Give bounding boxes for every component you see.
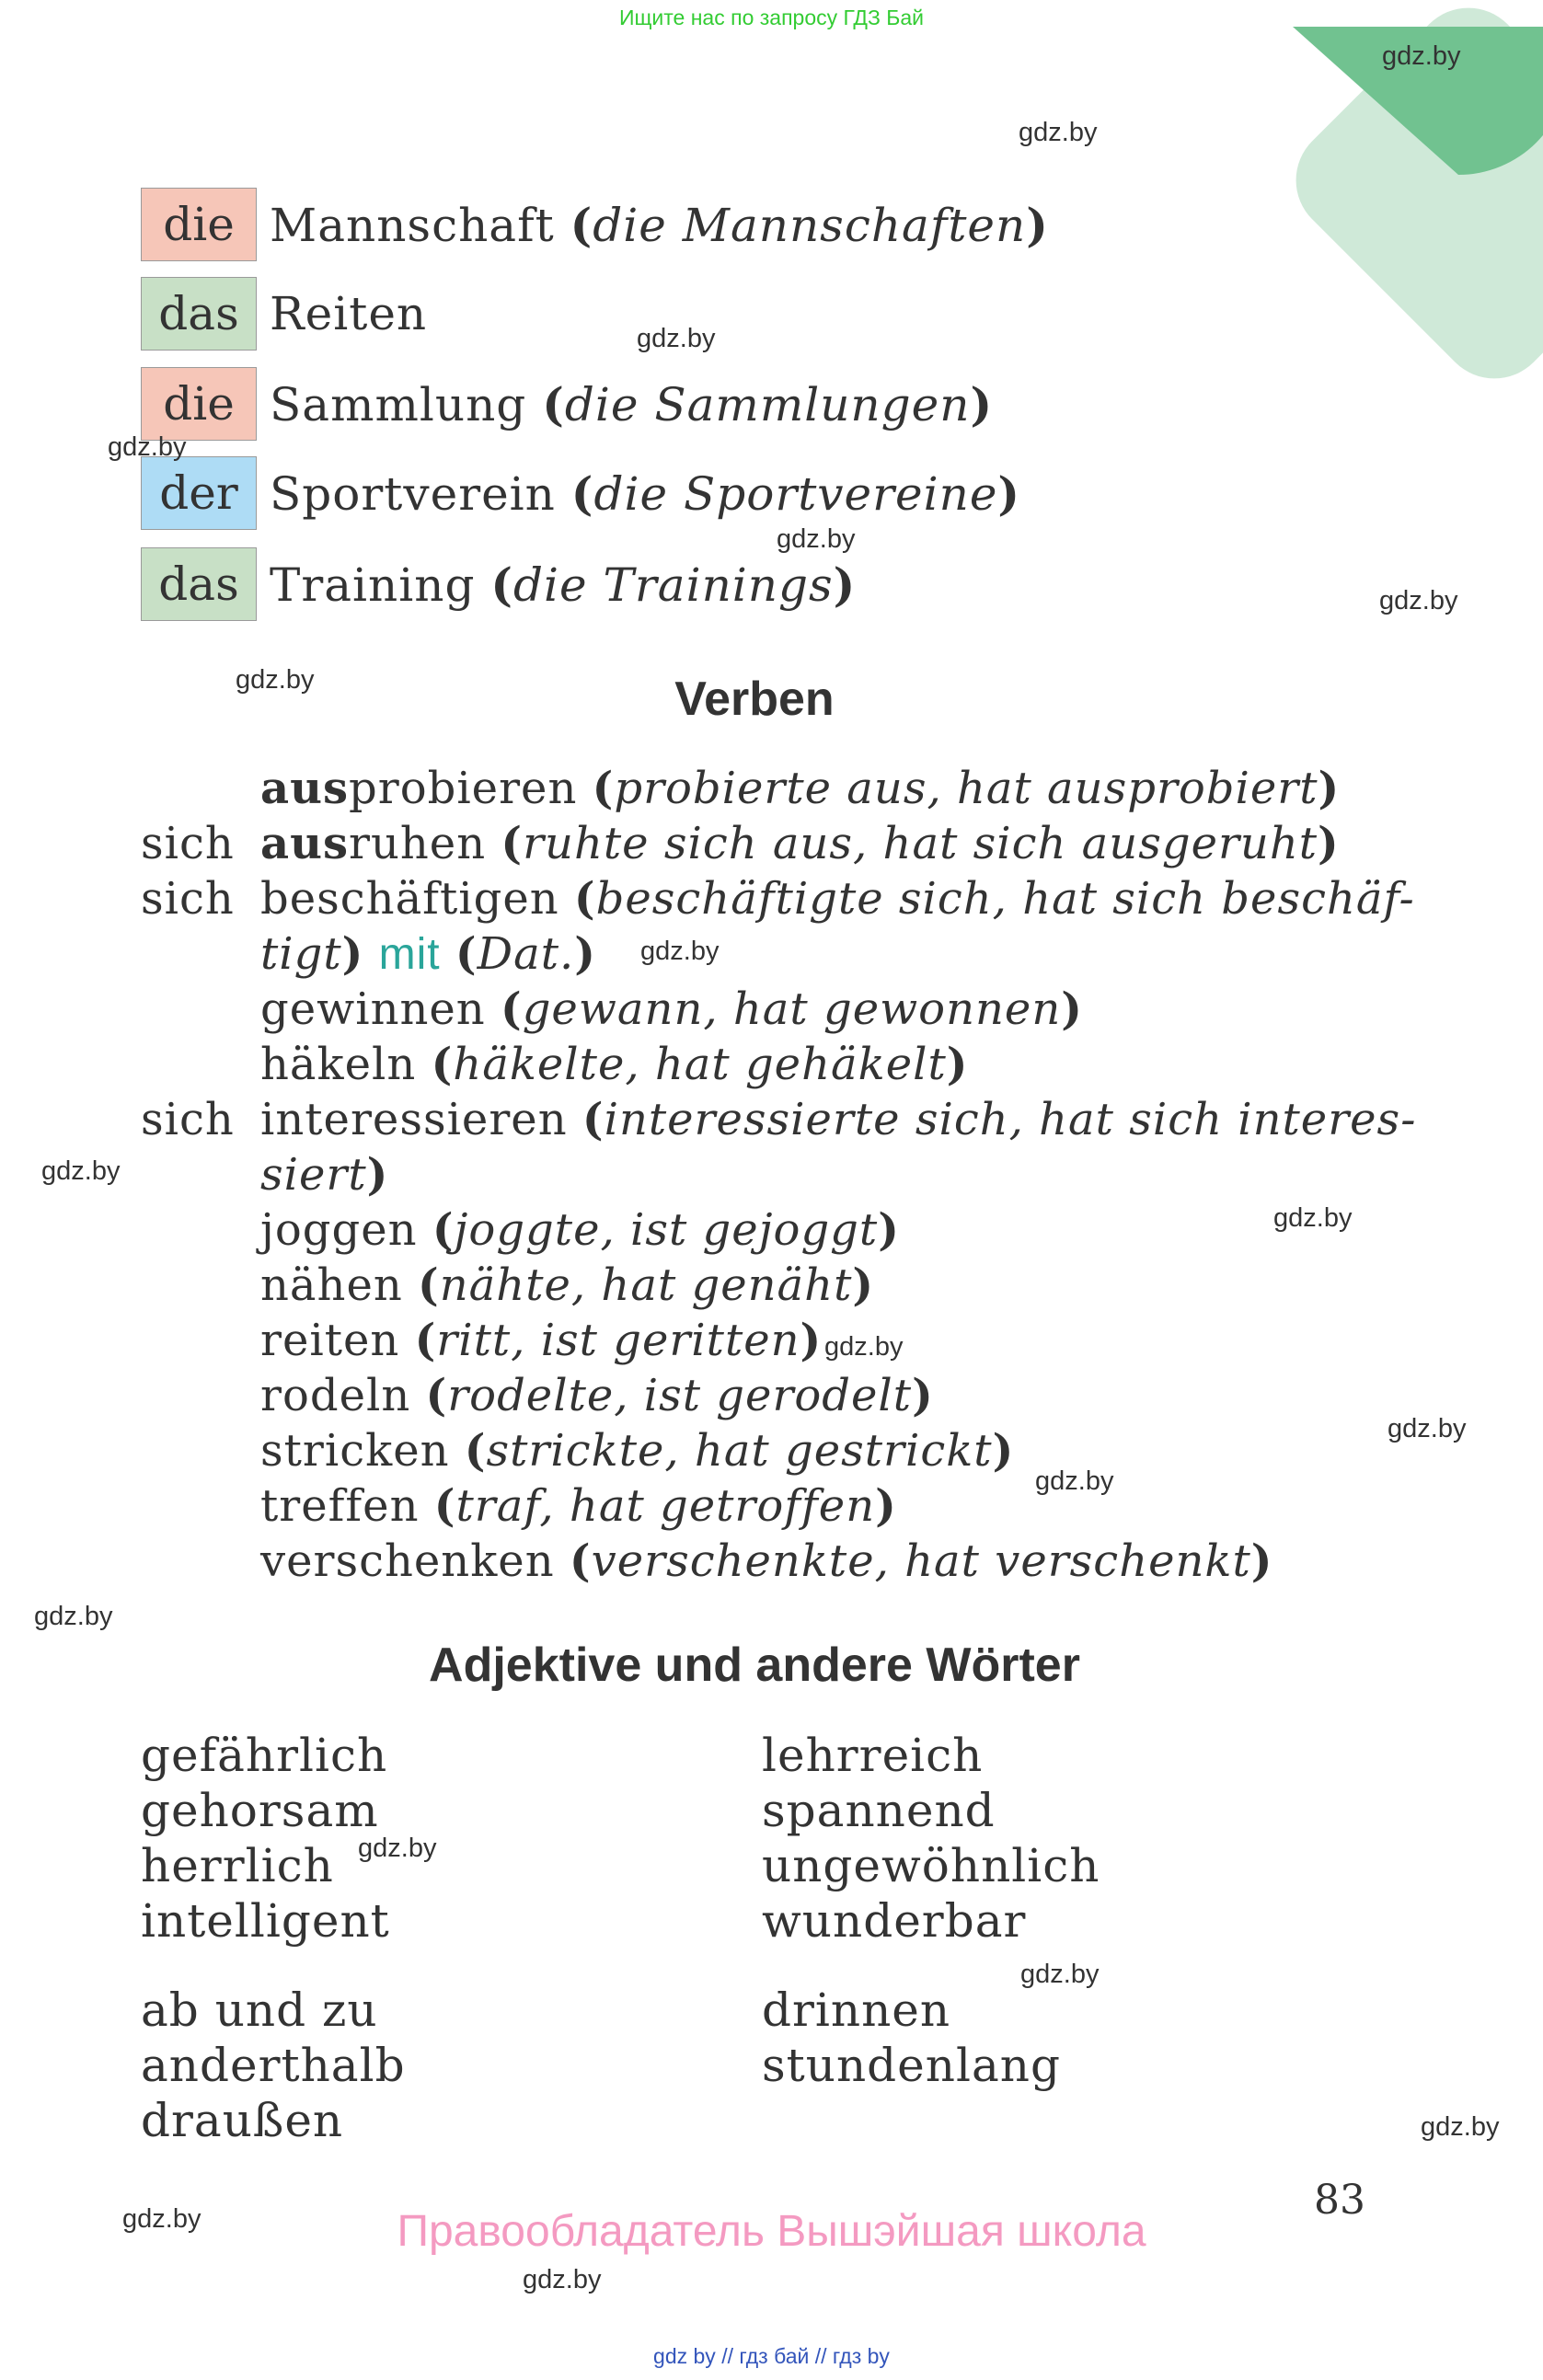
verb-entry (260, 1313, 822, 1368)
bottom-links[interactable]: gdz by // гдз бай // гдз by (653, 2344, 890, 2368)
noun-punctuation: ( (542, 376, 565, 431)
article-box: der (141, 456, 257, 530)
top-banner: Ищите нас по запросу ГДЗ Бай (618, 6, 925, 29)
verb-text-part: ( (432, 1204, 455, 1256)
verb-text-part: ( (573, 873, 596, 925)
noun-row (141, 368, 993, 440)
watermark: gdz.by (108, 432, 187, 462)
noun-word: Sammlung (270, 377, 527, 431)
verb-text-part: ) (912, 1370, 934, 1421)
verb-text-part: gewann, hat gewonnen (522, 983, 1062, 1035)
verb-reflexive: sich (141, 873, 235, 925)
verb-text-part: häkelte, hat gehäkelt (453, 1039, 947, 1090)
word-item: gehorsam (141, 1784, 379, 1837)
verb-entry (260, 1092, 1416, 1147)
noun-plural: die Trainings (513, 558, 834, 612)
verb-text-part: ) (341, 928, 364, 980)
word-item: herrlich (141, 1839, 334, 1892)
verb-text-part: beschäftigte sich, hat sich beschäf- (595, 873, 1415, 925)
noun-entry (270, 377, 993, 431)
verb-text-part: ( (464, 1425, 487, 1477)
verb-text-part: ) (852, 1259, 875, 1311)
verb-text-part: ) (574, 928, 596, 980)
watermark: gdz.by (122, 2204, 202, 2234)
verb-text-part: ( (592, 763, 615, 814)
noun-entry (270, 466, 1020, 521)
verb-text-part: probierte aus, hat ausprobiert (614, 763, 1318, 814)
noun-plural: die Mannschaften (593, 198, 1027, 252)
verb-text-part: tigt (260, 928, 342, 980)
verb-text-part: ( (433, 1480, 456, 1532)
noun-punctuation: ( (490, 557, 514, 612)
verb-text-part: aus (260, 763, 350, 814)
verb-text-part: ritt, ist geritten (436, 1315, 800, 1366)
article-box: die (141, 188, 257, 261)
article-box: die (141, 367, 257, 441)
word-item: wunderbar (762, 1894, 1027, 1948)
verb-entry (260, 1478, 897, 1534)
watermark: gdz.by (34, 1602, 113, 1631)
watermark: gdz.by (1273, 1203, 1353, 1233)
verb-text-part: rodeln (260, 1370, 411, 1421)
verb-text-part: ) (875, 1480, 897, 1532)
verb-reflexive: sich (141, 1094, 235, 1145)
verb-text-part: ) (1250, 1535, 1273, 1587)
noun-word: Training (270, 558, 476, 612)
verb-text-part: interessierte sich, hat sich interes- (604, 1094, 1417, 1145)
verb-text-part: verschenken (260, 1535, 555, 1587)
adjectives-heading: Adjektive und andere Wörter (429, 1638, 1080, 1692)
watermark: gdz.by (777, 524, 856, 554)
noun-entry (270, 287, 427, 340)
others-right-column (762, 1983, 1061, 2093)
verb-text-part: nähen (260, 1259, 403, 1311)
verb-entry-continuation (260, 926, 596, 982)
watermark: gdz.by (1020, 1960, 1100, 1989)
verb-entry (260, 1258, 874, 1313)
verb-entry (260, 1037, 968, 1092)
watermark: gdz.by (358, 1834, 437, 1863)
noun-entry (270, 198, 1049, 252)
verb-text-part: ) (366, 1149, 389, 1201)
verbs-heading: Verben (674, 673, 835, 726)
preposition: mit (378, 930, 441, 979)
verb-text-part: reiten (260, 1315, 400, 1366)
word-item: spannend (762, 1784, 996, 1837)
noun-word: Mannschaft (270, 198, 555, 252)
noun-row (141, 278, 427, 350)
noun-word: Reiten (270, 287, 428, 340)
verb-entry (260, 1202, 900, 1258)
verb-text-part: ( (455, 928, 478, 980)
verb-text-part: ( (425, 1370, 448, 1421)
verb-text-part: joggen (260, 1204, 418, 1256)
verb-entry-continuation (260, 1147, 388, 1202)
noun-punctuation: ) (1026, 197, 1049, 252)
verb-text-part: Dat. (477, 928, 575, 980)
noun-punctuation: ) (970, 376, 994, 431)
verb-text-part: probieren (349, 763, 578, 814)
verb-text-part: ( (414, 1315, 437, 1366)
verb-text-part: ( (500, 983, 523, 1035)
noun-plural: die Sammlungen (564, 377, 971, 431)
word-item: ab und zu (141, 1983, 378, 2037)
verb-text-part: ( (501, 818, 524, 869)
noun-word: Sportverein (270, 466, 556, 521)
verb-text-part: ( (582, 1094, 605, 1145)
verb-text-part: beschäftigen (260, 873, 559, 925)
verb-text-part: interessieren (260, 1094, 568, 1145)
verb-text-part: verschenkte, hat verschenkt (591, 1535, 1251, 1587)
watermark: gdz.by (1035, 1466, 1114, 1496)
verb-reflexive: sich (141, 818, 235, 869)
verb-text-part: ) (946, 1039, 969, 1090)
noun-row (141, 548, 856, 620)
verb-text-part: aus (260, 818, 350, 869)
verb-text-part: ) (1061, 983, 1083, 1035)
rights-holder-note: Правообладатель Вышэйшая школа (397, 2207, 1146, 2256)
adjectives-right-column (762, 1728, 1100, 1949)
watermark: gdz.by (1019, 118, 1098, 147)
verb-text-part: ) (878, 1204, 900, 1256)
adjectives-left-column (141, 1728, 390, 1949)
verb-entry (260, 1368, 934, 1423)
verb-text-part: häkeln (260, 1039, 417, 1090)
noun-row (141, 457, 1020, 529)
verb-text-part: stricken (260, 1425, 450, 1477)
verb-text-part: ( (569, 1535, 592, 1587)
verb-text-part: ( (431, 1039, 454, 1090)
verb-text-part: ) (1318, 763, 1341, 814)
noun-punctuation: ) (833, 557, 857, 612)
noun-entry (270, 558, 856, 612)
verb-entry (260, 761, 1340, 816)
verb-entry (260, 871, 1415, 926)
word-item: draußen (141, 2094, 344, 2147)
word-item: stundenlang (762, 2039, 1061, 2092)
word-item: intelligent (141, 1894, 390, 1948)
word-item: ungewöhnlich (762, 1839, 1100, 1892)
verb-text-part: rodelte, ist gerodelt (447, 1370, 913, 1421)
watermark: gdz.by (1382, 41, 1461, 71)
noun-punctuation: ) (997, 466, 1021, 521)
watermark: gdz.by (523, 2265, 602, 2294)
noun-punctuation: ( (570, 197, 593, 252)
verb-text-part: ) (1318, 818, 1340, 869)
word-item: lehrreich (762, 1729, 984, 1782)
verb-text-part: strickte, hat gestrickt (486, 1425, 993, 1477)
verb-text-part: nähte, hat genäht (439, 1259, 853, 1311)
verb-entry (260, 982, 1083, 1037)
noun-row (141, 189, 1049, 260)
watermark: gdz.by (1421, 2112, 1500, 2142)
verb-text-part: ruhen (349, 818, 487, 869)
noun-punctuation: ( (570, 466, 594, 521)
others-left-column (141, 1983, 406, 2148)
verb-text-part: treffen (260, 1480, 420, 1532)
word-item: gefährlich (141, 1729, 388, 1782)
watermark: gdz.by (640, 937, 720, 966)
verb-text-part: traf, hat getroffen (455, 1480, 876, 1532)
article-box: das (141, 277, 257, 351)
verb-text-part: siert (260, 1149, 367, 1201)
verb-text-part: gewinnen (260, 983, 486, 1035)
watermark: gdz.by (637, 324, 716, 353)
verb-text-part: ruhte sich aus, hat sich ausgeruht (523, 818, 1318, 869)
verb-text-part: ( (418, 1259, 440, 1311)
verb-text-part: ) (800, 1315, 823, 1366)
watermark: gdz.by (1388, 1414, 1467, 1443)
verb-entry (260, 816, 1340, 871)
article-box: das (141, 547, 257, 621)
word-item: anderthalb (141, 2039, 406, 2092)
verb-entry (260, 1534, 1273, 1589)
verb-entry (260, 1423, 1014, 1478)
verb-text-part: joggte, ist gejoggt (454, 1204, 879, 1256)
watermark: gdz.by (1379, 586, 1458, 615)
noun-plural: die Sportvereine (593, 466, 998, 521)
watermark: gdz.by (824, 1332, 904, 1362)
page-number: 83 (1314, 2177, 1365, 2224)
watermark: gdz.by (236, 665, 315, 695)
word-item: drinnen (762, 1983, 951, 2037)
watermark: gdz.by (41, 1156, 121, 1186)
verb-text-part: ) (992, 1425, 1015, 1477)
